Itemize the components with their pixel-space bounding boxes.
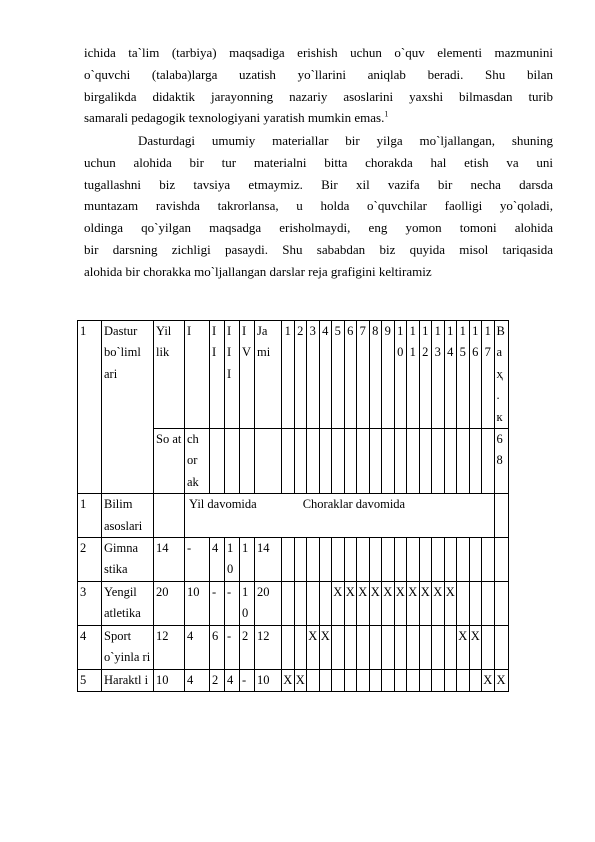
week-cell — [469, 581, 482, 625]
table-header-row — [78, 321, 509, 429]
row-num: 2 — [78, 538, 102, 582]
week-cell — [382, 625, 395, 669]
week-cell — [357, 625, 370, 669]
header-soat: So at — [154, 429, 185, 494]
table-row — [78, 625, 509, 669]
footnote-mark[interactable]: 1 — [384, 110, 389, 120]
week-cell — [494, 538, 508, 582]
row-jami: 12 — [255, 625, 282, 669]
week-cell — [294, 625, 307, 669]
week-cell — [369, 669, 382, 691]
week-cell — [332, 669, 345, 691]
plan-line: oldinga qo`yilgan maqsadga erisholmaydi, eng yomon tomoni alohida — [84, 220, 553, 236]
week-cell — [419, 625, 432, 669]
header-iii: I I I — [225, 321, 240, 429]
row-name: Yengil atletika — [102, 581, 154, 625]
week-cell — [307, 669, 320, 691]
row-jami: 14 — [255, 538, 282, 582]
header-chorak: ch or ak — [185, 429, 210, 494]
week-cell — [307, 581, 320, 625]
week-header: 5 — [332, 321, 345, 429]
plan-line: bir darsning zichligi pasaydi. Shu sababdan biz quyida misol tariqasida — [84, 241, 553, 257]
week-cell — [319, 538, 332, 582]
header-sections: Dastur bo`liml ari — [102, 321, 154, 494]
week-mark: X — [494, 669, 508, 691]
section-yil-label: Yil davomida — [189, 497, 257, 512]
week-mark: X — [344, 581, 357, 625]
plan-line: muntazam ravishda takrorlansa, u holda o`quvchilar faolligi yo`qoladi, — [84, 198, 553, 214]
week-cell — [432, 625, 445, 669]
table-row — [78, 581, 509, 625]
week-cell — [457, 669, 470, 691]
week-header: 8 — [369, 321, 382, 429]
row-jami: 10 — [255, 669, 282, 691]
table-row — [78, 669, 509, 691]
week-cell — [444, 669, 457, 691]
week-cell — [407, 625, 420, 669]
week-header: 1 5 — [457, 321, 470, 429]
week-cell — [457, 538, 470, 582]
week-header: 1 6 — [469, 321, 482, 429]
row-iv: 1 0 — [240, 581, 255, 625]
plan-paragraph — [84, 130, 553, 283]
row-ii: 6 — [210, 625, 225, 669]
week-cell — [444, 538, 457, 582]
week-cell — [344, 669, 357, 691]
section-chorak-label: Choraklar davomida — [302, 497, 406, 512]
intro-line — [84, 107, 553, 129]
plan-line: Dasturdagi umumiy materiallar bir yilga mo`ljallangan, shuning — [138, 133, 553, 148]
week-header: 1 4 — [444, 321, 457, 429]
row-i: - — [185, 538, 210, 582]
row-iv: - — [240, 669, 255, 691]
week-header: 1 2 — [419, 321, 432, 429]
week-mark: X — [394, 581, 407, 625]
week-mark: X — [469, 625, 482, 669]
header-assessment: B a ҳ . к — [494, 321, 508, 429]
intro-line: o`quvchi (talaba)larga uzatish yo`llarini aniqlab beradi. Shu bilan — [84, 66, 553, 82]
week-cell — [432, 669, 445, 691]
row-i: 4 — [185, 625, 210, 669]
header-yil: Yil lik — [154, 321, 185, 429]
week-cell — [469, 669, 482, 691]
plan-line: alohida bir chorakka mo`ljallangan darslar reja grafigini keltiramiz — [84, 263, 432, 279]
row-yil: 20 — [154, 581, 185, 625]
week-cell — [382, 669, 395, 691]
week-header: 2 — [294, 321, 307, 429]
week-cell — [344, 538, 357, 582]
week-cell — [394, 625, 407, 669]
week-header: 6 — [344, 321, 357, 429]
week-cell — [382, 538, 395, 582]
row-jami: 20 — [255, 581, 282, 625]
section-row — [78, 494, 509, 538]
row-iv: 2 — [240, 625, 255, 669]
week-mark: X — [382, 581, 395, 625]
week-cell — [494, 581, 508, 625]
week-cell — [419, 669, 432, 691]
week-cell — [369, 538, 382, 582]
row-num: 5 — [78, 669, 102, 691]
week-cell — [332, 538, 345, 582]
header-jami: Ja mi — [255, 321, 282, 429]
week-cell — [369, 625, 382, 669]
week-header: 1 7 — [482, 321, 495, 429]
week-mark: X — [419, 581, 432, 625]
header-iv: I V — [240, 321, 255, 429]
week-mark: X — [357, 581, 370, 625]
week-mark: X — [432, 581, 445, 625]
week-header: 1 3 — [432, 321, 445, 429]
intro-paragraph — [84, 42, 553, 129]
week-cell — [407, 669, 420, 691]
week-cell — [457, 581, 470, 625]
row-iii: 1 0 — [225, 538, 240, 582]
row-ii: - — [210, 581, 225, 625]
week-mark: X — [482, 669, 495, 691]
week-mark: X — [319, 625, 332, 669]
week-cell — [357, 538, 370, 582]
week-header: 1 0 — [394, 321, 407, 429]
row-name: Gimna stika — [102, 538, 154, 582]
row-ii: 2 — [210, 669, 225, 691]
week-cell — [482, 538, 495, 582]
week-cell — [332, 625, 345, 669]
week-cell — [294, 538, 307, 582]
week-header: 4 — [319, 321, 332, 429]
row-iii: 4 — [225, 669, 240, 691]
week-cell — [494, 625, 508, 669]
row-iii: - — [225, 625, 240, 669]
intro-line-text: samarali pedagogik texnologiyani yaratish mumkin emas. — [84, 110, 385, 126]
week-cell — [294, 581, 307, 625]
week-cell — [394, 669, 407, 691]
header-num: 1 — [78, 321, 102, 494]
header-i: I — [185, 321, 210, 429]
table-row — [78, 538, 509, 582]
week-mark: X — [307, 625, 320, 669]
row-num: 4 — [78, 625, 102, 669]
row-yil: 14 — [154, 538, 185, 582]
row-name: Sport o`yinla ri — [102, 625, 154, 669]
row-num: 3 — [78, 581, 102, 625]
week-mark: X — [369, 581, 382, 625]
week-cell — [307, 538, 320, 582]
week-mark: X — [332, 581, 345, 625]
week-mark: X — [457, 625, 470, 669]
week-header: 7 — [357, 321, 370, 429]
row-i: 10 — [185, 581, 210, 625]
week-cell — [469, 538, 482, 582]
row-ii: 4 — [210, 538, 225, 582]
week-mark: X — [444, 581, 457, 625]
week-header: 9 — [382, 321, 395, 429]
week-header: 3 — [307, 321, 320, 429]
row-yil: 10 — [154, 669, 185, 691]
week-cell — [357, 669, 370, 691]
week-cell — [319, 669, 332, 691]
row-iii: - — [225, 581, 240, 625]
week-cell — [407, 538, 420, 582]
row-iv: 1 — [240, 538, 255, 582]
section-period — [185, 494, 495, 538]
week-cell — [482, 625, 495, 669]
week-mark: X — [294, 669, 307, 691]
week-cell — [282, 581, 295, 625]
row-yil: 12 — [154, 625, 185, 669]
plan-line: uchun alohida bir tur materialni bitta chorakda hal etish va uni — [84, 154, 553, 170]
week-cell — [482, 581, 495, 625]
week-header: 1 1 — [407, 321, 420, 429]
week-cell — [282, 625, 295, 669]
header-total-68: 6 8 — [494, 429, 508, 494]
week-mark: X — [407, 581, 420, 625]
lesson-plan-table — [77, 320, 509, 692]
plan-line: tugallashni biz tavsiya etmaymiz. Bir xil vazifa bir necha darsda — [84, 176, 553, 192]
section-name: Bilim asoslari — [102, 494, 154, 538]
week-cell — [432, 538, 445, 582]
week-cell — [419, 538, 432, 582]
week-cell — [319, 581, 332, 625]
week-header: 1 — [282, 321, 295, 429]
row-name: Haraktl i — [102, 669, 154, 691]
header-ii: I I — [210, 321, 225, 429]
section-num: 1 — [78, 494, 102, 538]
intro-line: birgalikda didaktik jarayonning nazariy asoslarini yaxshi bilmasdan turib — [84, 88, 553, 104]
week-cell — [444, 625, 457, 669]
week-cell — [344, 625, 357, 669]
week-cell — [282, 538, 295, 582]
week-cell — [394, 538, 407, 582]
row-i: 4 — [185, 669, 210, 691]
intro-line: ichida ta`lim (tarbiya) maqsadiga erishish uchun o`quv elementi mazmunini — [84, 45, 553, 60]
week-mark: X — [282, 669, 295, 691]
